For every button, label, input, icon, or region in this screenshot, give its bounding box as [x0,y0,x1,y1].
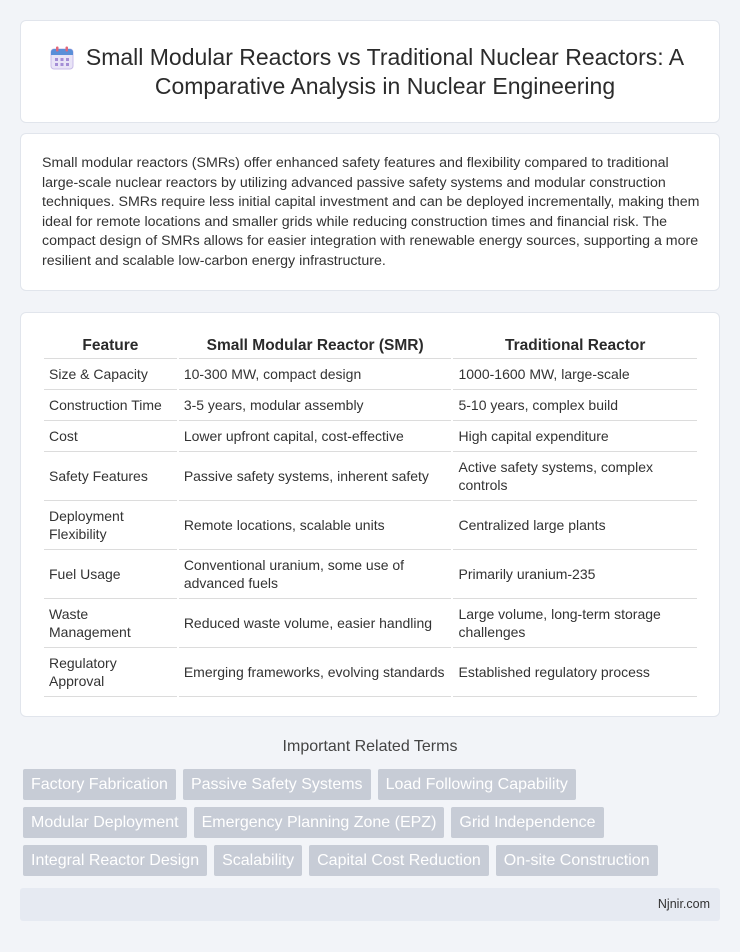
table-cell-feature: Deployment Flexibility [44,501,177,550]
comparison-table [42,332,699,697]
table-row [44,648,697,697]
page-title: Small Modular Reactors vs Traditional Nuclear Reactors: A Comparative Analysis in Nuclear Engineering [85,43,685,99]
table-cell-smr: Remote locations, scalable units [179,501,452,550]
footer [20,888,720,921]
related-terms-heading: Important Related Terms [282,738,458,755]
term-tag[interactable]: Emergency Planning Zone (EPZ) [194,807,445,838]
table-cell-feature: Construction Time [44,390,177,421]
table-cell-smr: Passive safety systems, inherent safety [179,452,452,501]
table-cell-traditional: Primarily uranium-235 [453,550,697,599]
term-tag[interactable]: Capital Cost Reduction [309,845,489,876]
table-row [44,390,697,421]
table-cell-smr: 10-300 MW, compact design [179,359,452,390]
table-cell-smr: Emerging frameworks, evolving standards [179,648,452,697]
column-header-traditional: Traditional Reactor [453,332,697,359]
table-cell-traditional: Large volume, long-term storage challenges [453,599,697,648]
table-cell-traditional: Established regulatory process [453,648,697,697]
footer-site-link[interactable]: Njnir.com [657,897,710,911]
table-cell-traditional: 5-10 years, complex build [453,390,697,421]
table-cell-smr: Conventional uranium, some use of advanced fuels [179,550,452,599]
table-row [44,501,697,550]
term-tag[interactable]: Grid Independence [451,807,603,838]
comparison-table-card [20,312,720,717]
term-tag[interactable]: Scalability [214,845,302,876]
related-terms-list [23,769,723,876]
term-tag[interactable]: Factory Fabrication [23,769,176,800]
table-cell-smr: Reduced waste volume, easier handling [179,599,452,648]
table-cell-feature: Fuel Usage [44,550,177,599]
table-row [44,550,697,599]
table-cell-traditional: Active safety systems, complex controls [453,452,697,501]
table-cell-feature: Regulatory Approval [44,648,177,697]
column-header-smr: Small Modular Reactor (SMR) [179,332,452,359]
table-row [44,599,697,648]
term-tag[interactable]: Integral Reactor Design [23,845,207,876]
table-cell-traditional: High capital expenditure [453,421,697,452]
table-header-row [44,332,697,359]
term-tag[interactable]: Passive Safety Systems [183,769,371,800]
table-cell-smr: Lower upfront capital, cost-effective [179,421,452,452]
column-header-feature: Feature [44,332,177,359]
table-cell-traditional: 1000-1600 MW, large-scale [453,359,697,390]
table-cell-feature: Safety Features [44,452,177,501]
table-row [44,421,697,452]
table-row [44,359,697,390]
table-cell-feature: Waste Management [44,599,177,648]
term-tag[interactable]: On-site Construction [496,845,658,876]
table-cell-smr: 3-5 years, modular assembly [179,390,452,421]
term-tag[interactable]: Modular Deployment [23,807,187,838]
table-cell-feature: Cost [44,421,177,452]
table-cell-feature: Size & Capacity [44,359,177,390]
table-row [44,452,697,501]
header-card [20,20,720,123]
summary-paragraph: Small modular reactors (SMRs) offer enhanced safety features and flexibility compared to traditional large-scale nuclear reactors by utilizing advanced passive safety systems and modular construction techniques. SMRs require less initial capital investment and can be deployed incrementally, making them ideal for remote locations and smaller grids while reducing construction times and financial risk. The compact design of SMRs allows for easier integration with renewable energy sources, supporting a more resilient and scalable low-carbon energy infrastructure. [42,155,700,269]
summary-card [20,133,720,291]
table-cell-traditional: Centralized large plants [453,501,697,550]
term-tag[interactable]: Load Following Capability [378,769,576,800]
